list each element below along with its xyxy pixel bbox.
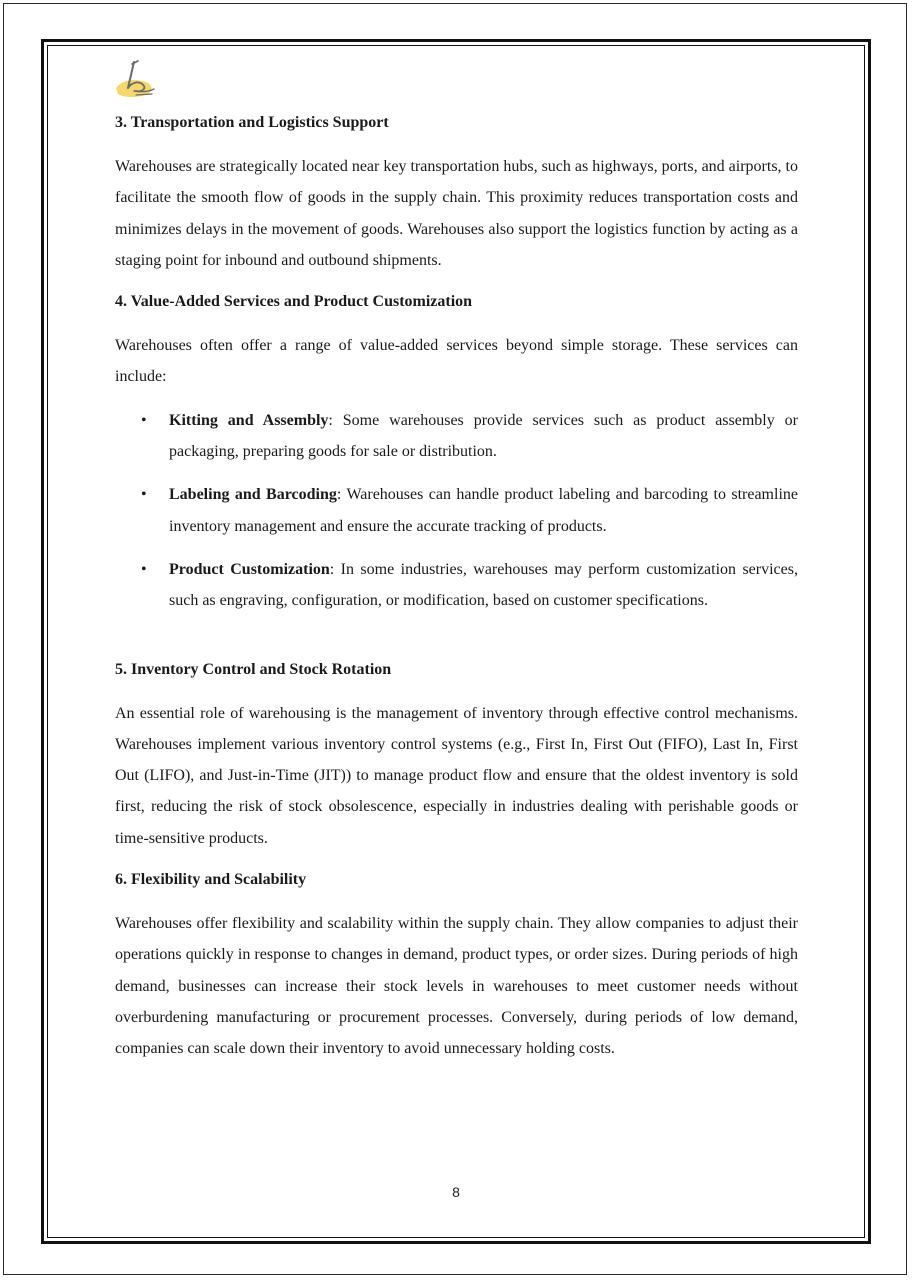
section-heading: 4. Value-Added Services and Product Customization bbox=[115, 293, 473, 311]
section-paragraph: Warehouses are strategically located near key transportation hubs, such as highways, ports, and airports, to facilitate the smooth flow of goods in the supply chain. This proximity reduces transportation costs and minimizes delays in the movement of goods. Warehouses also support the logistics function by acting as a staging point for inbound and outbound shipments. bbox=[115, 158, 798, 269]
bullet-term: Product Customization bbox=[169, 560, 330, 578]
bullet-text: : Some warehouses provide services such as product assembly or packaging, preparing goods for sale or distribution. bbox=[169, 411, 798, 461]
bullet-term: Labeling and Barcoding bbox=[169, 486, 337, 504]
list-item bbox=[115, 554, 798, 617]
list-item bbox=[115, 479, 798, 542]
document-body bbox=[115, 110, 798, 1065]
section-paragraph: Warehouses offer flexibility and scalability within the supply chain. They allow companies to adjust their operations quickly in response to changes in demand, product types, or order sizes. During periods of high demand, businesses can increase their stock levels in warehouses to meet customer needs without overburdening manufacturing or procurement processes. Conversely, during periods of low demand, companies can scale down their inventory to avoid unnecessary holding costs. bbox=[115, 915, 798, 1058]
bullet-dot-icon: • bbox=[141, 411, 147, 429]
section-paragraph: Warehouses often offer a range of value-added services beyond simple storage. These services can include: bbox=[115, 337, 798, 386]
section-paragraph: An essential role of warehousing is the management of inventory through effective control mechanisms. Warehouses implement various inventory control systems (e.g., First In, First Out (FIFO), Last In, First Out (LIFO), and Just-in-Time (JIT)) to manage product flow and ensure that the oldest inventory is sold first, reducing the risk of stock obsolescence, especially in industries dealing with perishable goods or time-sensitive products. bbox=[115, 704, 798, 847]
bullet-dot-icon: • bbox=[141, 560, 147, 578]
bullet-term: Kitting and Assembly bbox=[169, 411, 329, 429]
bullet-text: : Warehouses can handle product labeling and barcoding to streamline inventory management and ensure the accurate tracking of products. bbox=[169, 486, 798, 535]
page-number: 8 bbox=[452, 1184, 460, 1200]
section-heading: 3. Transportation and Logistics Support bbox=[115, 114, 389, 131]
bullet-text: : In some industries, warehouses may perform customization services, such as engraving, configuration, or modification, based on customer specifications. bbox=[169, 560, 798, 610]
services-list bbox=[115, 405, 798, 617]
section-heading: 5. Inventory Control and Stock Rotation bbox=[115, 660, 392, 678]
bullet-dot-icon: • bbox=[141, 486, 147, 504]
pen-writing-icon bbox=[112, 58, 160, 100]
section-heading: 6. Flexibility and Scalability bbox=[115, 871, 307, 889]
list-item bbox=[115, 405, 798, 468]
